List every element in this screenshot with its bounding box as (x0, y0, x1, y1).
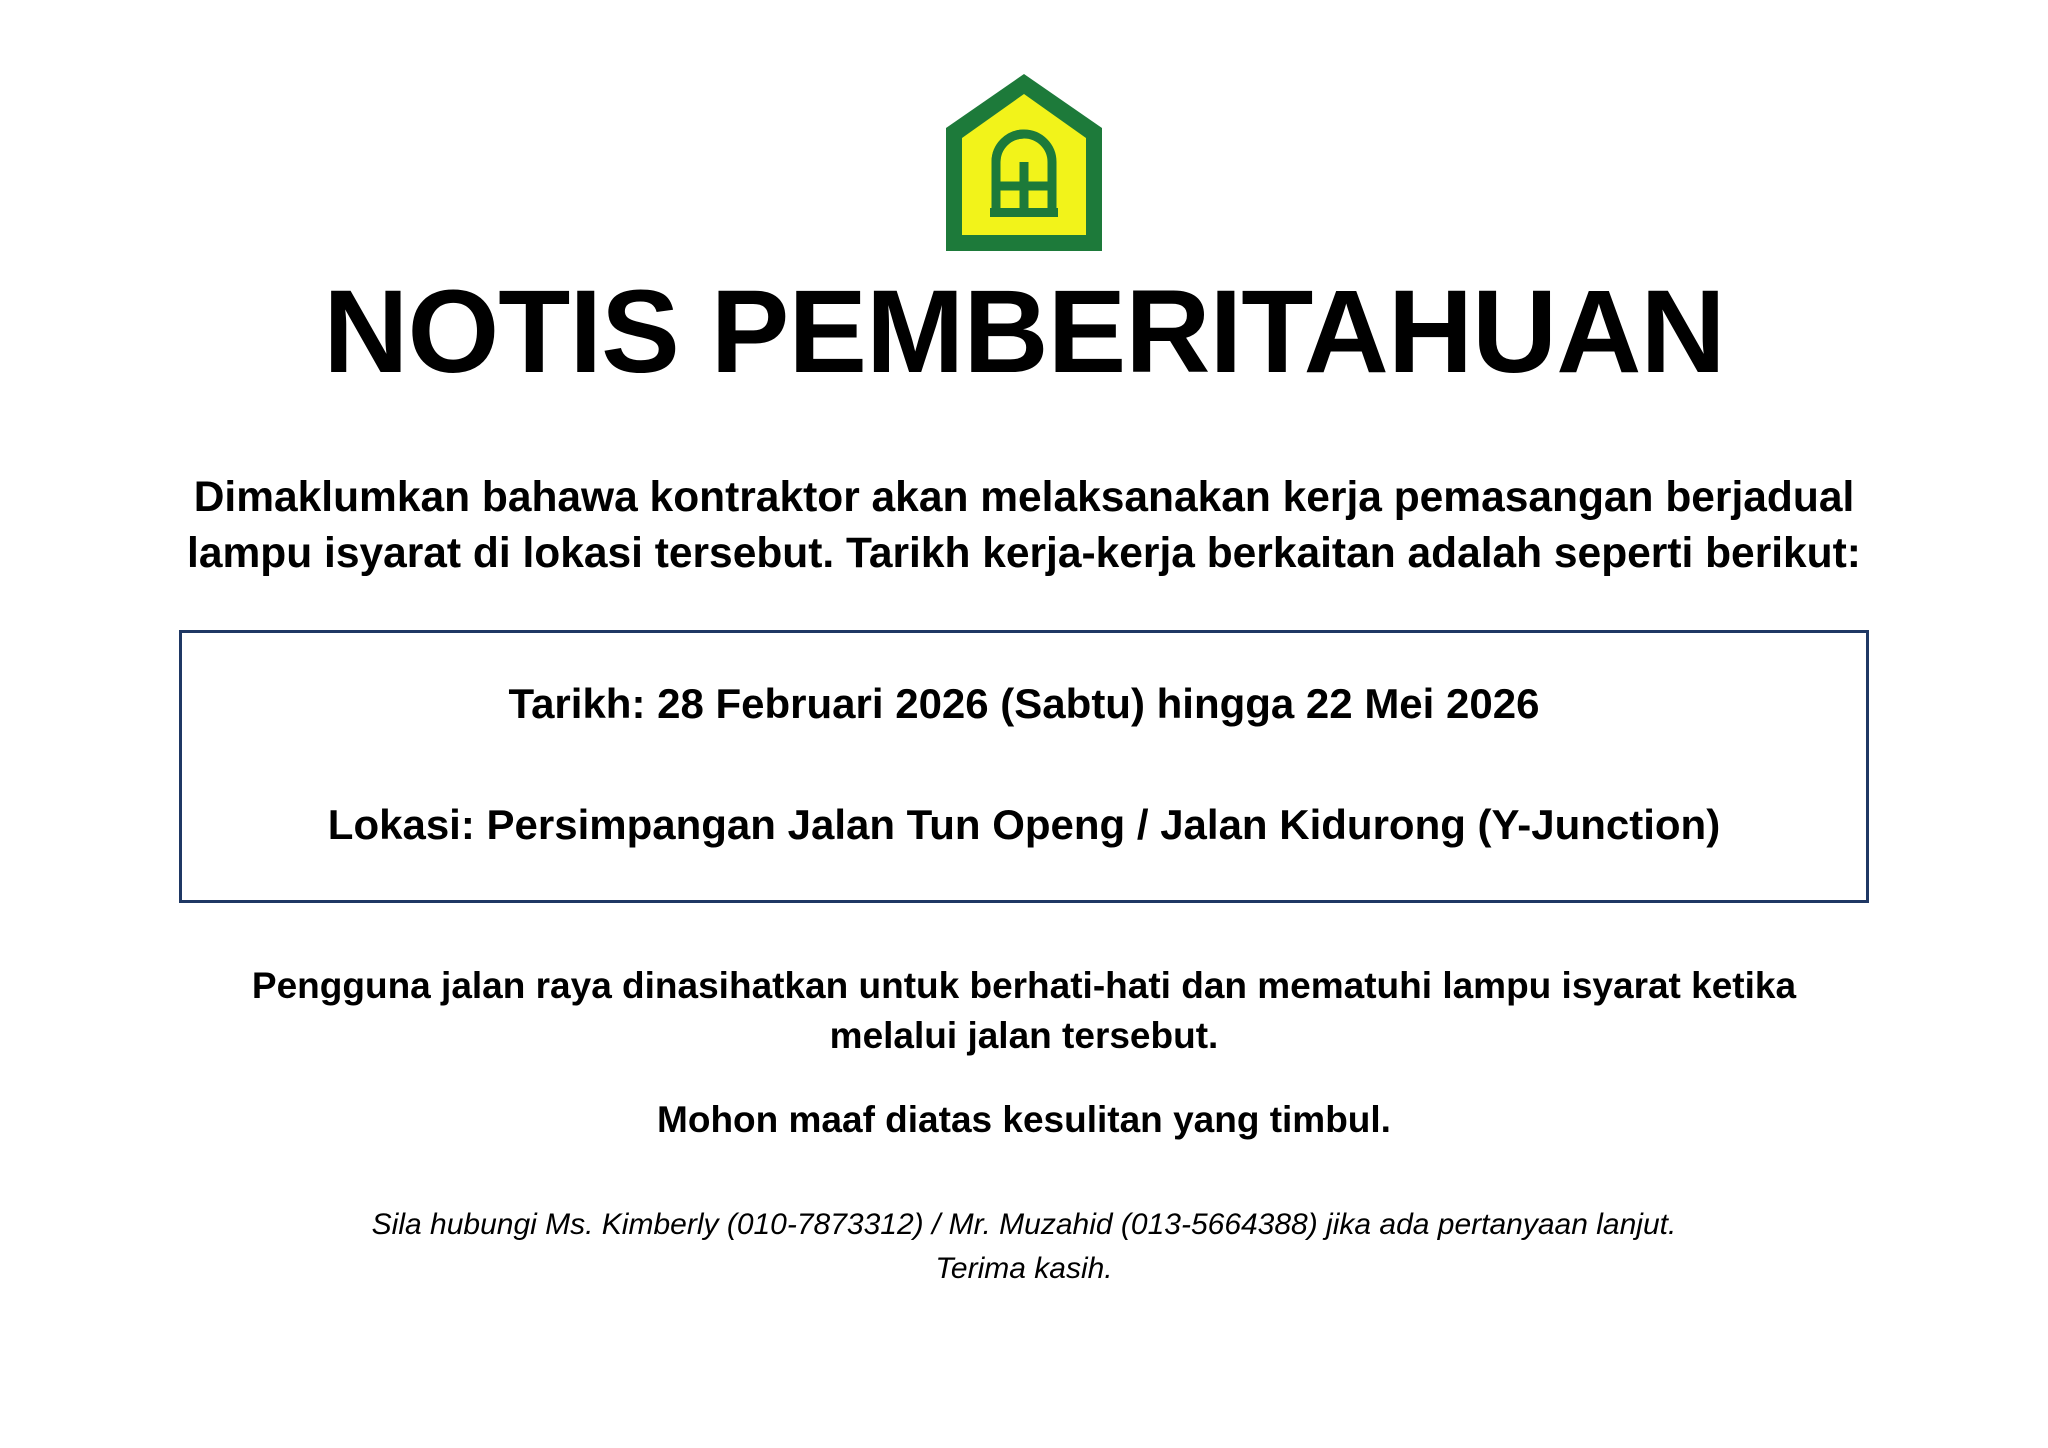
intro-paragraph: Dimaklumkan bahawa kontraktor akan melaksanakan kerja pemasangan berjadual lampu isyarat di lokasi tersebut. Tarikh kerja-kerja berkaitan adalah seperti berikut: (187, 474, 1861, 578)
advisory-text: Pengguna jalan raya dinasihatkan untuk berhati-hati dan mematuhi lampu isyarat ketika melalui jalan tersebut. (251, 965, 1797, 1057)
footer-contact (204, 1203, 1844, 1290)
sarawak-council-crest-logo-icon (934, 70, 1114, 255)
page-title: NOTIS PEMBERITAHUAN (323, 266, 1725, 398)
footer-contact-line: Sila hubungi Ms. Kimberly (010-7873312) / Mr. Muzahid (013-5664388) jika ada pertanyaan lanjut. (371, 1208, 1677, 1242)
details-box (179, 630, 1869, 903)
footer-thanks-line: Terima kasih. (935, 1251, 1113, 1285)
detail-date-line: Tarikh: 28 Februari 2026 (Sabtu) hingga 22 Mei 2026 (508, 680, 1540, 728)
detail-location-line: Lokasi: Persimpangan Jalan Tun Openg / Jalan Kidurong (Y-Junction) (327, 800, 1721, 848)
logo-container (0, 0, 2048, 255)
apology-text: Mohon maaf diatas kesulitan yang timbul. (657, 1099, 1391, 1141)
